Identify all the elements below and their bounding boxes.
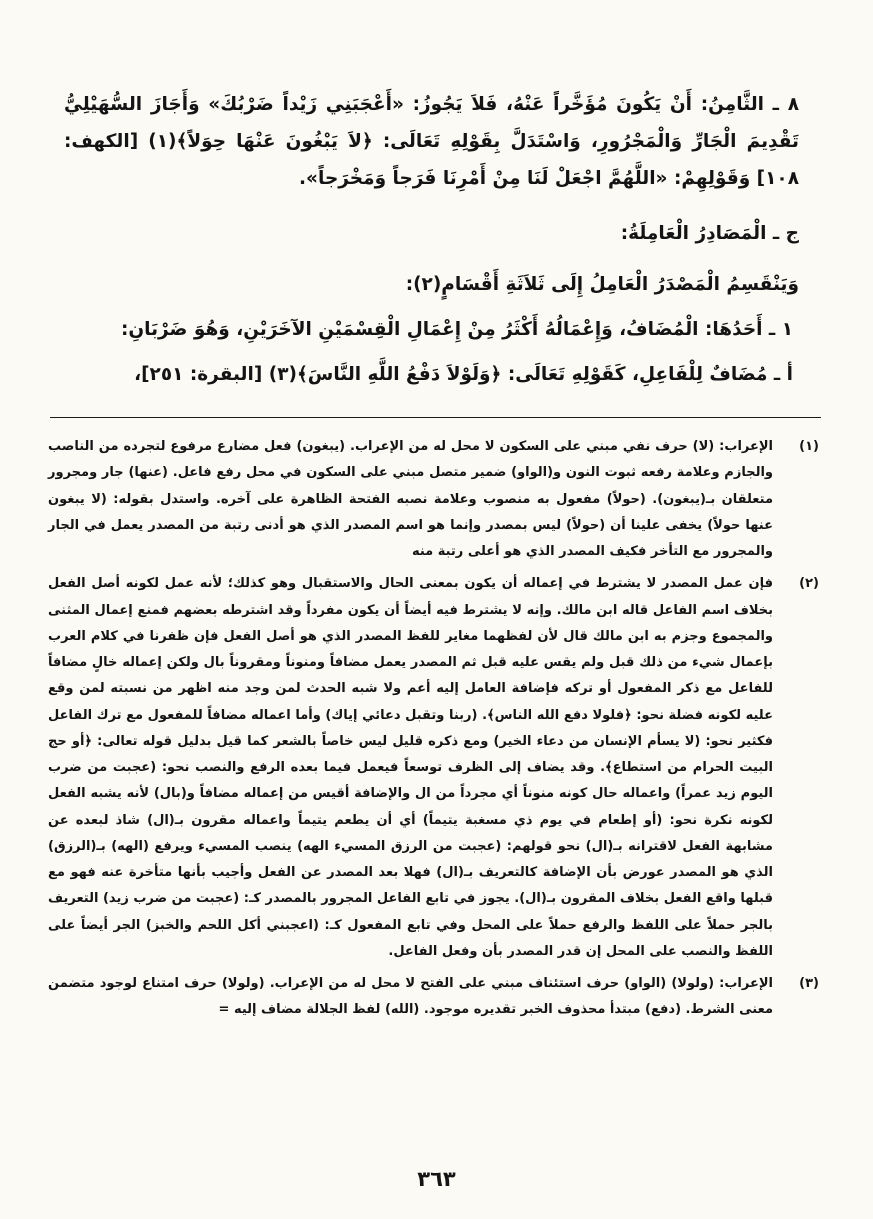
footnote-text: الإعراب: (ولولا) (الواو) حرف استئناف مبني على الفتح لا محل له من الإعراب. (ولولا) حرف امتناع لوجود متضمن معنى الشرط. (دفع) مبتدأ محذوف الخبر تقديره موجود. (الله) لفظ الجلالة مضاف إليه = — [48, 976, 773, 1018]
page-number: ٣٦٣ — [417, 1167, 456, 1191]
footnote-marker: (٢) — [799, 576, 819, 592]
footnote-marker: (٣) — [799, 976, 819, 991]
footnote-3 — [48, 971, 819, 1024]
footnote-1 — [48, 434, 819, 565]
footnote-separator-rule — [50, 417, 821, 418]
paragraph-intro: وَيَنْقَسِمُ الْمَصْدَرُ الْعَامِلُ إِلَى ثَلاَثَةِ أَقْسَامٍ(٢): — [405, 274, 799, 295]
paragraph-item-1: ١ ـ أَحَدُهَا: الْمُضَافُ، وَإِعْمَالُهُ أَكْثَرُ مِنْ إِعْمَالِ الْقِسْمَيْنِ الآخَرَيْنِ، وَهُوَ ضَرْبَانِ: — [120, 319, 793, 340]
footnote-text: فإن عمل المصدر لا يشترط في إعماله أن يكون بمعنى الحال والاستقبال وهو كذلك؛ لأنه عمل لكونه أصل الفعل بخلاف اسم الفاعل قاله ابن مالك. وإنه لا يشترط فيه أيضاً أن يكون مفرداً وقد اشترطه بعضهم فمنع إعمال المثنى والمجموع وجزم به ابن مالك قال لأن لفظهما مغاير للفظ المصدر الذي هو أصل الفعل فإن ظفرنا في كلام العرب بإعمال شيء من ذلك قبل ولم يقس عليه قبل ثم المصدر يعمل مضافاً ومنوناً ومقروناً بال ولكن إعماله خالٍ مضافاً للفاعل مع ذكر المفعول أو تركه فإضافة العامل إليه أعم ولا شبه الحدث لمن وجد منه اظهر من نسبته لمن وقع عليه لكونه فضلة نحو: ﴿فلولا دفع الله الناس﴾. (ربنا وتقبل دعائي إياك) وأما اعماله مضافاً للمفعول مع ترك الفاعل فكثير نحو: (لا يسأم الإنسان من دعاء الخير) ومع ذكره قليل ليس خاصاً بالشعر كما قيل بدليل قوله تعالى: ﴿أو حج البيت الحرام من استطاع﴾. وقد يضاف إلى الظرف توسعاً فيعمل فيما بعده الرفع والنصب نحو: (عجبت من ضرب اليوم زيد عمراً) واعماله حال كونه منوناً أي مجرداً من ال والإضافة أقيس من إعماله مضافاً و(بال) لأنه يشبه الفعل لكونه نكرة نحو: (أو إطعام في يوم ذي مسغبة يتيماً) أي أن يطعم يتيماً واعماله مقرون بـ(ال) شاذ لبعده عن مشابهة الفعل لاقترانه بـ(ال) نحو قولهم: (عجبت من الرزق المسيء الهه) ينصب المسيء ويرفع (الهه) بـ(الرزق) الذي هو المصدر عورض بأن الإضافة كالتعريف بـ(ال) فهلا بعد المصدر عن الفعل وأجيب بأنها متأخرة عنه فهو مع قبلها واقع الفعل بخلاف المقرون بـ(ال). يجوز في تابع الفاعل المجرور بالمصدر كـ: (عجبت من ضرب زيد) التعريف بالجر حملاً على اللفظ والرفع حملاً على المحل وفي تابع المفعول كـ: (اعجبني أكل اللحم والخبز) الجر أيضاً على اللفظ والنصب على المحل إن قدر المصدر بأن وفعل الفاعل. — [48, 576, 773, 959]
footnotes-section — [48, 434, 819, 1024]
main-text-block — [64, 86, 799, 393]
footnote-marker: (١) — [799, 439, 819, 454]
paragraph-item-1a: أ ـ مُضَافٌ لِلْفَاعِلِ، كَقَوْلِهِ تَعَالَى: ﴿وَلَوْلاَ دَفْعُ اللَّهِ النَّاسَ﴾(٣) [البقرة: ٢٥١]، — [134, 364, 793, 385]
paragraph-item-8: ٨ ـ الثَّامِنُ: أَنْ يَكُونَ مُؤَخَّراً عَنْهُ، فَلاَ يَجُوزُ: «أَعْجَبَنِي زَيْداً ضَرْبُكَ» وَأَجَازَ السُّهَيْلِيُّ تَقْدِيمَ الْجَارِّ وَالْمَجْرُورِ، وَاسْتَدَلَّ بِقَوْلِهِ تَعَالَى: ﴿لاَ يَبْغُونَ عَنْهَا حِوَلاً﴾(١) [الكهف: ١٠٨] وَقَوْلِهِمْ: «اللَّهُمَّ اجْعَلْ لَنَا مِنْ أَمْرِنَا فَرَجاً وَمَخْرَجاً». — [64, 94, 799, 189]
footnote-2 — [48, 571, 819, 965]
footnote-text: الإعراب: (لا) حرف نفي مبني على السكون لا محل له من الإعراب. (يبغون) فعل مضارع مرفوع لتجرده من الناصب والجازم وعلامة رفعه ثبوت النون و(الواو) ضمير متصل مبني على السكون في محل رفع فاعل. (عنها) جار ومجرور متعلقان بـ(يبغون). (حولاً) مفعول به منصوب وعلامة نصبه الفتحة الظاهرة على آخره. واستدل بقوله: (لا يبغون عنها حولاً) يخفى علينا أن (حولاً) ليس بمصدر وإنما هو اسم المصدر الذي هو أدنى رتبة من المصدر يعمل في الجار والمجرور مع التأخر فكيف المصدر الذي هو أعلى رتبة منه — [48, 439, 773, 559]
section-c-heading: ج ـ الْمَصَادِرُ الْعَامِلَةُ: — [620, 223, 799, 244]
